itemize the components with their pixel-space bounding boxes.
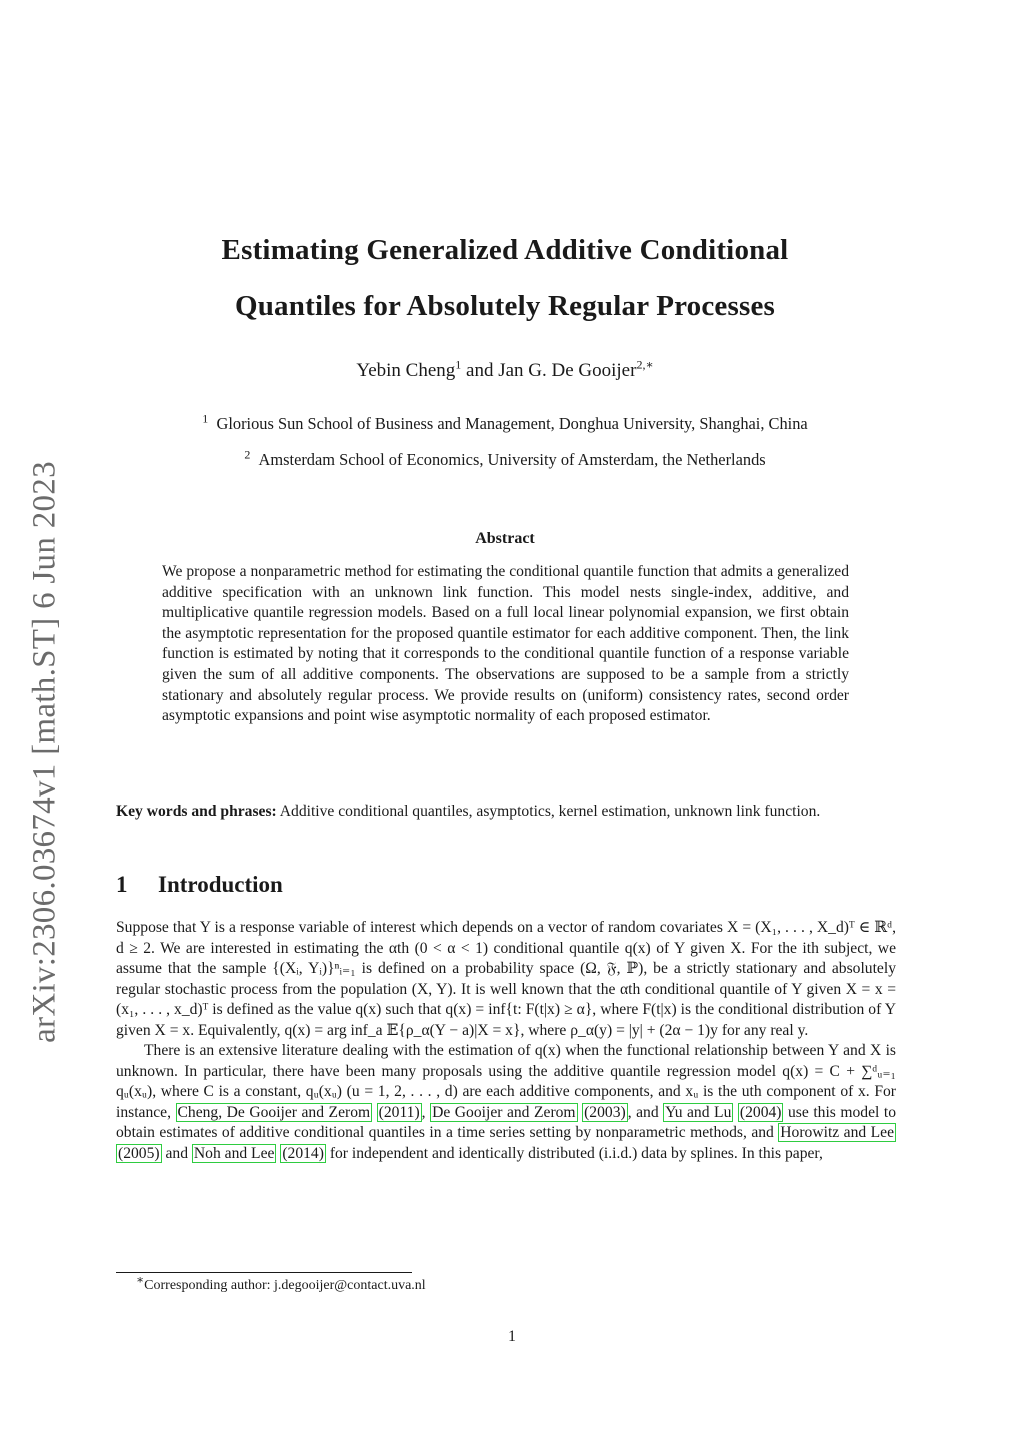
affiliation-2-mark: 2: [244, 447, 251, 462]
paragraph-1: Suppose that Y is a response variable of interest which depends on a vector of random covariates X = (X₁, . . . , X_d)ᵀ ∈ ℝᵈ, d ≥ 2. We are interested in estimating the αth (0 < α < 1) conditional quantile q(x) of Y given X. For the ith subject, we assume that the sample {(Xᵢ, Yᵢ)}ⁿᵢ₌₁ is defined on a probability space (Ω, 𝔉, ℙ), be a strictly stationary and absolutely regular stochastic process from the population (X, Y). It is well known that the αth conditional quantile of Y given X = x = (x₁, . . . , x_d)ᵀ is defined as the value q(x) such that q(x) = inf{t: F(t|x) ≥ α}, where F(t|x) is the conditional distribution of Y given X = x. Equivalently, q(x) = arg inf_a 𝔼{ρ_α(Y − a)|X = x}, where ρ_α(y) = |y| + (2α − 1)y for any real y.: [116, 919, 896, 1039]
citation-link-cheng-year[interactable]: (2011): [378, 1103, 420, 1121]
footnote-mark: ∗: [136, 1272, 145, 1287]
paragraph-2-part-c: for independent and identically distributed (i.i.d.) data by splines. In this paper,: [325, 1144, 823, 1162]
paper-title: [100, 222, 910, 334]
arxiv-identifier-margin: [20, 446, 70, 1058]
paragraph-2-part-a: There is an extensive literature dealing with the estimation of q(x) when the functional relationship between Y and X is unknown. In particular, there have been many proposals using the additive quantile regression model q(x) = C + ∑ᵈᵤ₌₁ qᵤ(xᵤ), where C is a constant, qᵤ(xᵤ) (u = 1, 2, . . . , d) are each additive components, and xᵤ is the uth component of x. For instance,: [116, 1042, 896, 1121]
citation-link-horowitz-year[interactable]: (2005): [118, 1144, 160, 1162]
author-2-affil: 2,∗: [636, 357, 654, 372]
affiliation-1-text: Glorious Sun School of Business and Management, Donghua University, Shanghai, China: [216, 414, 808, 433]
footnote-divider: [116, 1272, 412, 1273]
affiliation-1-mark: 1: [202, 411, 209, 426]
paragraph-2: [116, 1041, 896, 1164]
citation-link-noh-authors[interactable]: Noh and Lee: [193, 1144, 275, 1162]
author-conjunction: and: [461, 360, 499, 381]
title-line-2: Quantiles for Absolutely Regular Processes: [234, 290, 776, 322]
paragraph-2-part-b: use this model to obtain estimates of additive conditional quantiles in a time series setting by nonparametric methods, and: [116, 1103, 897, 1141]
abstract-body: We propose a nonparametric method for estimating the conditional quantile function that admits a generalized additive specification with an unknown link function. This model nests single-index, additive, and multiplicative quantile regression models. Based on a full local linear polynomial expansion, we first obtain the asymptotic representation for the proposed quantile estimator for each additive component. Then, the link function is estimated by noting that it corresponds to the conditional quantile function of a response variable given the sum of all additive components. The observations are supposed to be a sample from a strictly stationary and absolutely regular process. We provide results on (uniform) consistency rates, second order asymptotic expansions and point wise asymptotic normality of each proposed estimator.: [162, 563, 849, 725]
footnote: [136, 1272, 426, 1294]
abstract-heading: Abstract: [475, 530, 535, 547]
section-heading-introduction: [116, 872, 283, 898]
introduction-body: [116, 918, 896, 1164]
separator-2: , and: [627, 1103, 664, 1121]
keywords: [116, 802, 896, 823]
keywords-label: Key words and phrases:: [116, 803, 277, 820]
title-line-1: Estimating Generalized Additive Conditional: [221, 234, 789, 266]
citation-link-yu-authors[interactable]: Yu and Lu: [665, 1103, 732, 1121]
citation-link-horowitz-authors[interactable]: Horowitz and Lee: [780, 1124, 894, 1141]
separator-3: and: [161, 1144, 192, 1162]
affiliation-1: [100, 411, 910, 434]
keywords-text: Additive conditional quantiles, asymptotics, kernel estimation, unknown link function.: [276, 803, 821, 820]
section-title: Introduction: [158, 872, 283, 897]
author-2: Jan G. De Gooijer: [498, 360, 637, 381]
affiliation-2: [100, 447, 910, 470]
author-1-affil: 1: [455, 357, 462, 372]
author-list: [100, 357, 910, 382]
footnote-text: Corresponding author: j.degooijer@contact.uva.nl: [144, 1278, 426, 1293]
citation-link-degooijer-authors[interactable]: De Gooijer and Zerom: [432, 1103, 576, 1121]
author-1: Yebin Cheng: [356, 360, 456, 381]
affiliation-2-text: Amsterdam School of Economics, University of Amsterdam, the Netherlands: [258, 450, 766, 469]
arxiv-identifier-text: arXiv:2306.03674v1 [math.ST] 6 Jun 2023: [26, 461, 63, 1043]
citation-link-yu-year[interactable]: (2004): [739, 1103, 782, 1121]
citation-link-degooijer-year[interactable]: (2003): [584, 1103, 626, 1121]
separator-1: ,: [421, 1103, 431, 1121]
citation-link-noh-year[interactable]: (2014): [282, 1144, 324, 1162]
page-number: 1: [508, 1328, 516, 1345]
section-number: 1: [116, 872, 128, 897]
citation-link-cheng-authors[interactable]: Cheng, De Gooijer and Zerom: [177, 1103, 371, 1121]
